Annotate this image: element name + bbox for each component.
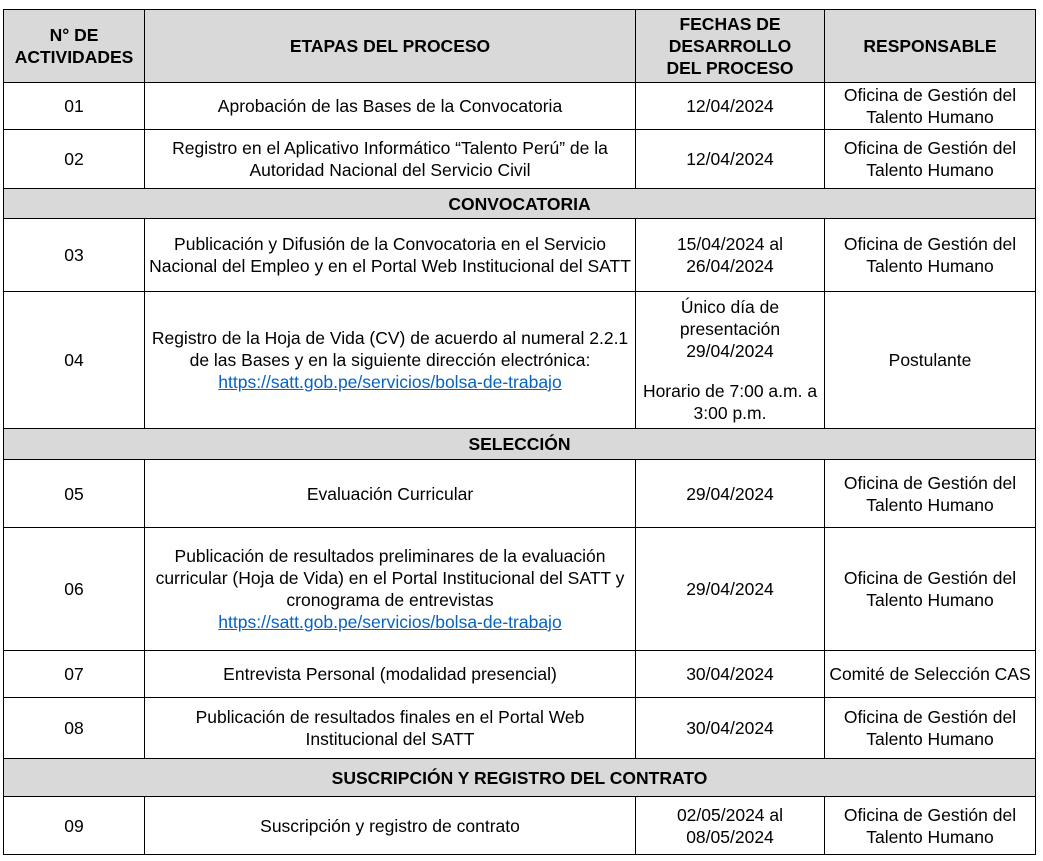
header-responsible: RESPONSABLE	[825, 10, 1036, 83]
process-stage: Suscripción y registro de contrato	[145, 797, 636, 855]
bolsa-de-trabajo-link[interactable]: https://satt.gob.pe/servicios/bolsa-de-trabajo	[218, 372, 562, 392]
header-num: N° DE ACTIVIDADES	[4, 10, 145, 83]
table-row	[4, 651, 1036, 698]
process-date: 15/04/2024 al 26/04/2024	[636, 219, 825, 292]
table-row	[4, 460, 1036, 528]
responsible: Oficina de Gestión del Talento Humano	[825, 460, 1036, 528]
activity-number: 09	[4, 797, 145, 855]
bolsa-de-trabajo-link[interactable]: https://satt.gob.pe/servicios/bolsa-de-trabajo	[218, 612, 562, 632]
process-stage: Registro de la Hoja de Vida (CV) de acuerdo al numeral 2.2.1 de las Bases y en la siguiente dirección electrónica: https://satt.gob.pe/servicios/bolsa-de-trabajo	[145, 292, 636, 429]
section-title: SUSCRIPCIÓN Y REGISTRO DEL CONTRATO	[4, 759, 1036, 797]
process-date: 29/04/2024	[636, 460, 825, 528]
process-stage: Entrevista Personal (modalidad presencial)	[145, 651, 636, 698]
table-row	[4, 698, 1036, 759]
header-row	[4, 10, 1036, 83]
process-stage: Aprobación de las Bases de la Convocatoria	[145, 83, 636, 130]
process-date: 12/04/2024	[636, 83, 825, 130]
section-title: CONVOCATORIA	[4, 189, 1036, 219]
activity-number: 05	[4, 460, 145, 528]
header-dates: FECHAS DE DESARROLLO DEL PROCESO	[636, 10, 825, 83]
activity-number: 04	[4, 292, 145, 429]
process-date: Único día de presentación 29/04/2024 Horario de 7:00 a.m. a 3:00 p.m.	[636, 292, 825, 429]
responsible: Oficina de Gestión del Talento Humano	[825, 83, 1036, 130]
responsible: Oficina de Gestión del Talento Humano	[825, 130, 1036, 189]
process-date: 30/04/2024	[636, 651, 825, 698]
process-date: 29/04/2024	[636, 528, 825, 651]
table-row	[4, 797, 1036, 855]
activity-number: 06	[4, 528, 145, 651]
process-stage: Publicación y Difusión de la Convocatoria en el Servicio Nacional del Empleo y en el Portal Web Institucional del SATT	[145, 219, 636, 292]
table-row	[4, 130, 1036, 189]
process-stage: Evaluación Curricular	[145, 460, 636, 528]
table-row	[4, 219, 1036, 292]
section-row	[4, 429, 1036, 460]
header-stage: ETAPAS DEL PROCESO	[145, 10, 636, 83]
process-stage: Registro en el Aplicativo Informático “Talento Perú” de la Autoridad Nacional del Servicio Civil	[145, 130, 636, 189]
schedule-table	[3, 9, 1036, 855]
activity-number: 07	[4, 651, 145, 698]
table-row	[4, 528, 1036, 651]
activity-number: 03	[4, 219, 145, 292]
table-row	[4, 292, 1036, 429]
table-row	[4, 83, 1036, 130]
section-row	[4, 189, 1036, 219]
process-stage: Publicación de resultados finales en el Portal Web Institucional del SATT	[145, 698, 636, 759]
process-date: 02/05/2024 al 08/05/2024	[636, 797, 825, 855]
responsible: Oficina de Gestión del Talento Humano	[825, 698, 1036, 759]
responsible: Comité de Selección CAS	[825, 651, 1036, 698]
process-date: 30/04/2024	[636, 698, 825, 759]
responsible: Oficina de Gestión del Talento Humano	[825, 219, 1036, 292]
section-row	[4, 759, 1036, 797]
section-title: SELECCIÓN	[4, 429, 1036, 460]
responsible: Oficina de Gestión del Talento Humano	[825, 528, 1036, 651]
process-date: 12/04/2024	[636, 130, 825, 189]
activity-number: 08	[4, 698, 145, 759]
process-stage: Publicación de resultados preliminares de la evaluación curricular (Hoja de Vida) en el Portal Institucional del SATT y cronograma de entrevistas https://satt.gob.pe/servicios/bolsa-de-trabajo	[145, 528, 636, 651]
activity-number: 02	[4, 130, 145, 189]
activity-number: 01	[4, 83, 145, 130]
responsible: Oficina de Gestión del Talento Humano	[825, 797, 1036, 855]
responsible: Postulante	[825, 292, 1036, 429]
